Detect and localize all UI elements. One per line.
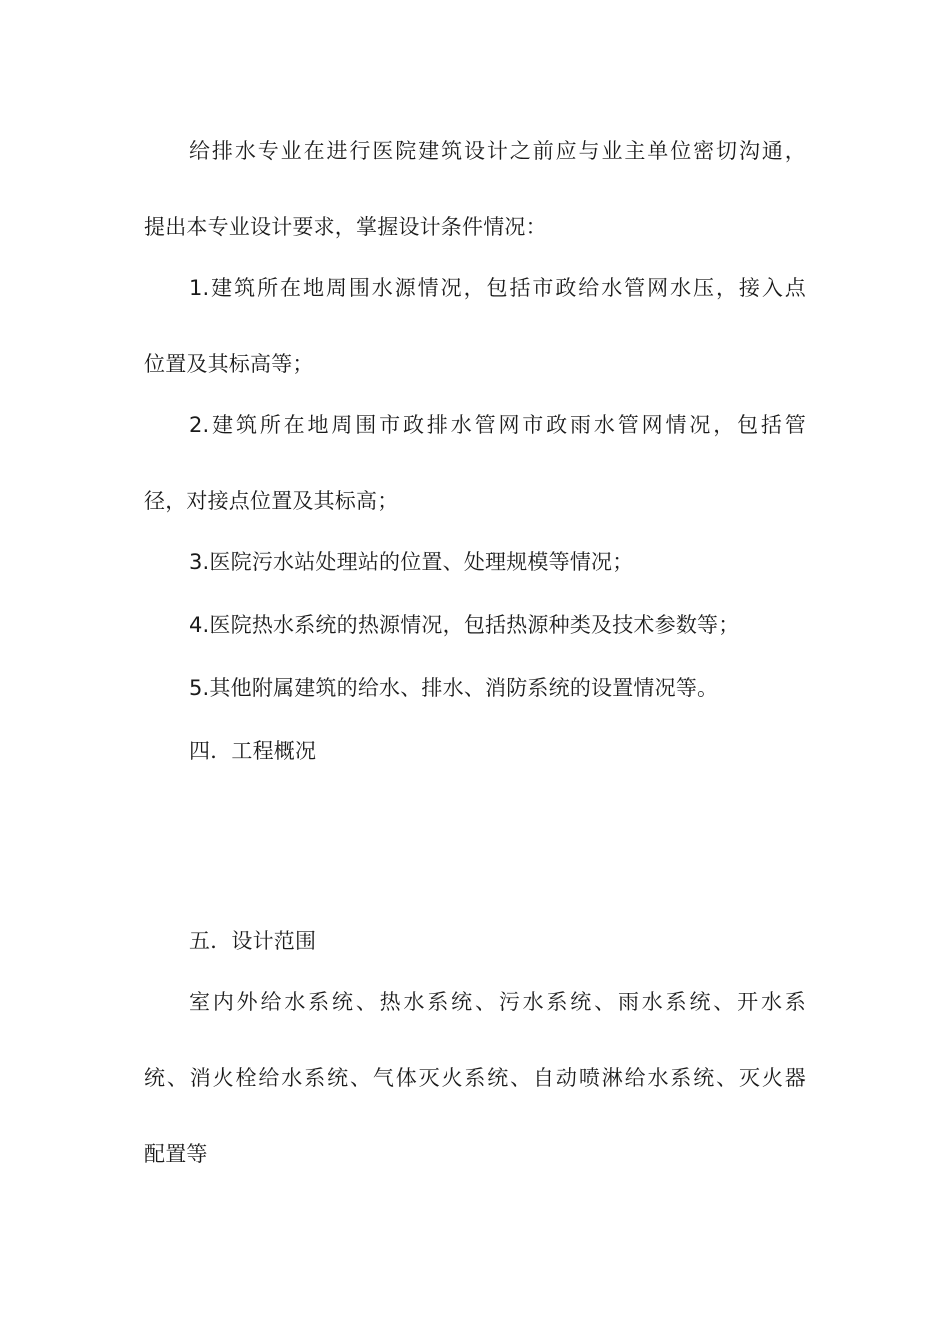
scope-paragraph-line-3: 配置等	[144, 1142, 208, 1166]
list-item-3: 3.医院污水站处理站的位置、处理规模等情况；	[189, 550, 634, 574]
scope-paragraph-line-1: 室内外给水系统、热水系统、污水系统、雨水系统、开水系	[189, 990, 806, 1014]
list-item-2-line-1: 2.建筑所在地周围市政排水管网市政雨水管网情况，包括管	[189, 413, 806, 437]
paragraph-intro-line-1: 给排水专业在进行医院建筑设计之前应与业主单位密切沟通，	[189, 139, 806, 163]
list-item-4: 4.医院热水系统的热源情况，包括热源种类及技术参数等；	[189, 613, 740, 637]
section-heading-project-overview: 四．工程概况	[189, 739, 317, 763]
list-item-1-line-2: 位置及其标高等；	[144, 352, 314, 376]
list-item-1-line-1: 1.建筑所在地周围水源情况，包括市政给水管网水压，接入点	[189, 276, 806, 300]
list-item-2-line-2: 径，对接点位置及其标高；	[144, 489, 399, 513]
scope-paragraph-line-2: 统、消火栓给水系统、气体灭火系统、自动喷淋给水系统、灭火器	[144, 1066, 806, 1090]
section-heading-design-scope: 五．设计范围	[189, 929, 317, 953]
paragraph-intro-line-2: 提出本专业设计要求，掌握设计条件情况：	[144, 215, 547, 239]
list-item-5: 5.其他附属建筑的给水、排水、消防系统的设置情况等。	[189, 676, 719, 700]
